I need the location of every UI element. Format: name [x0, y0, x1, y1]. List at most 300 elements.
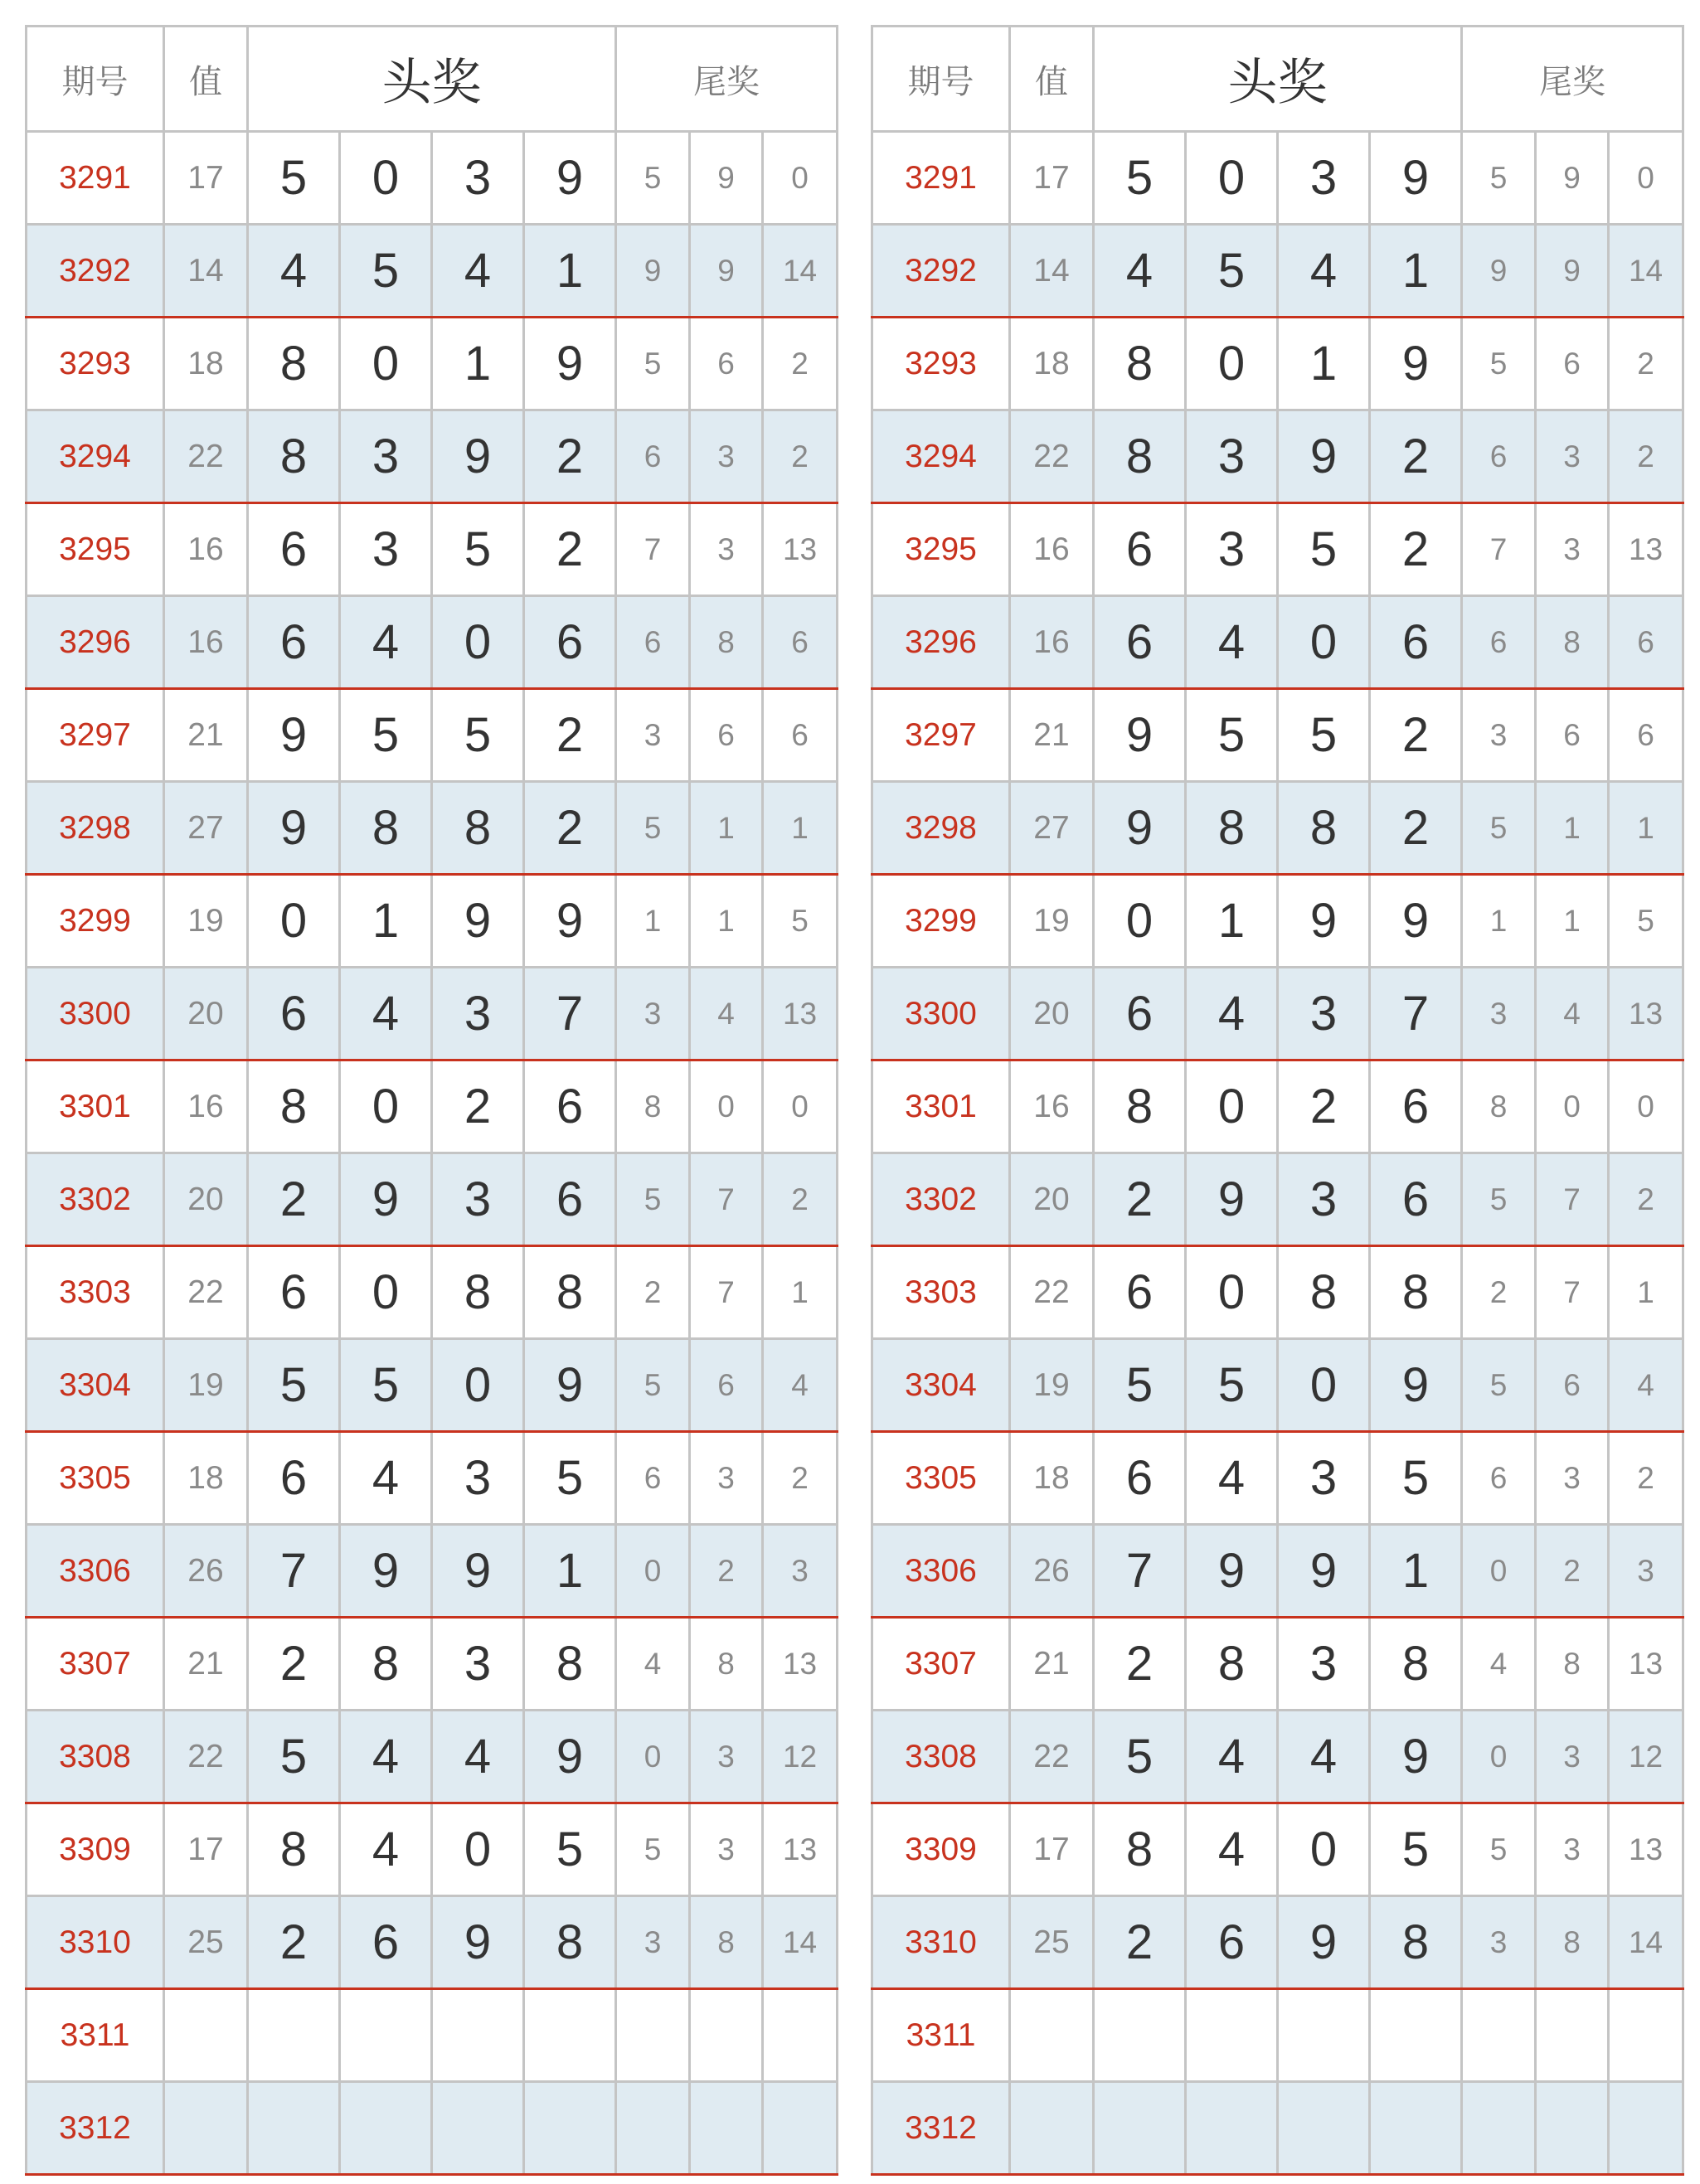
table-row: [27, 1060, 838, 1153]
value-cell: 22: [1010, 1711, 1094, 1803]
head-prize-digit: 5: [248, 1711, 340, 1803]
table-row: [27, 1246, 838, 1339]
head-prize-digit: 6: [524, 596, 616, 689]
tail-prize-digit: 9: [690, 225, 763, 318]
head-prize-digit: 9: [1370, 132, 1462, 225]
tail-prize-digit: 8: [690, 1618, 763, 1711]
tail-prize-digit: [616, 2082, 690, 2175]
head-prize-digit: 9: [1278, 875, 1370, 968]
head-prize-digit: [248, 2082, 340, 2175]
tail-prize-digit: 6: [616, 596, 690, 689]
table-row: [872, 132, 1683, 225]
head-prize-digit: 6: [340, 1896, 432, 1989]
header-tail-prize: 尾奖: [1462, 27, 1683, 132]
value-cell: 19: [1010, 875, 1094, 968]
tail-prize-digit: 8: [690, 1896, 763, 1989]
header-row: [27, 27, 838, 132]
tail-prize-digit: 13: [763, 1803, 838, 1896]
period-cell: 3294: [27, 410, 164, 503]
table-body: [872, 132, 1683, 2175]
period-cell: 3303: [872, 1246, 1010, 1339]
head-prize-digit: 9: [248, 689, 340, 782]
head-prize-digit: 3: [340, 410, 432, 503]
head-prize-digit: 9: [1278, 1525, 1370, 1618]
table-row: [872, 689, 1683, 782]
head-prize-digit: 9: [1370, 1711, 1462, 1803]
table-row: [872, 968, 1683, 1060]
period-cell: 3299: [27, 875, 164, 968]
header-value: 值: [1010, 27, 1094, 132]
head-prize-digit: 5: [1186, 689, 1278, 782]
period-cell: 3303: [27, 1246, 164, 1339]
head-prize-digit: [432, 2082, 524, 2175]
head-prize-digit: 9: [1094, 782, 1186, 875]
tail-prize-digit: 14: [763, 225, 838, 318]
head-prize-digit: 0: [1186, 318, 1278, 410]
table-row: [872, 2082, 1683, 2175]
table-row: [27, 1803, 838, 1896]
head-prize-digit: 8: [1094, 1060, 1186, 1153]
value-cell: 20: [1010, 968, 1094, 1060]
tail-prize-digit: 3: [1536, 1803, 1609, 1896]
head-prize-digit: 6: [248, 1246, 340, 1339]
value-cell: 18: [164, 318, 248, 410]
tail-prize-digit: 13: [763, 1618, 838, 1711]
head-prize-digit: [1278, 1989, 1370, 2082]
value-cell: 16: [1010, 596, 1094, 689]
head-prize-digit: 8: [432, 1246, 524, 1339]
tail-prize-digit: 8: [616, 1060, 690, 1153]
tail-prize-digit: 0: [763, 1060, 838, 1153]
tail-prize-digit: [1462, 1989, 1536, 2082]
tail-prize-digit: 1: [763, 782, 838, 875]
head-prize-digit: 2: [1370, 782, 1462, 875]
tail-prize-digit: 2: [763, 1153, 838, 1246]
period-cell: 3300: [872, 968, 1010, 1060]
head-prize-digit: 9: [432, 1896, 524, 1989]
tail-prize-digit: 5: [616, 132, 690, 225]
value-cell: 26: [1010, 1525, 1094, 1618]
tail-prize-digit: 3: [1536, 1432, 1609, 1525]
head-prize-digit: 9: [432, 410, 524, 503]
tail-prize-digit: 14: [1609, 225, 1683, 318]
period-cell: 3304: [872, 1339, 1010, 1432]
tail-prize-digit: 1: [1536, 875, 1609, 968]
head-prize-digit: 8: [248, 410, 340, 503]
table-row: [872, 1618, 1683, 1711]
table-row: [27, 1618, 838, 1711]
tail-prize-digit: [1536, 2082, 1609, 2175]
value-cell: 27: [1010, 782, 1094, 875]
head-prize-digit: [524, 1989, 616, 2082]
tail-prize-digit: 9: [690, 132, 763, 225]
head-prize-digit: 8: [524, 1246, 616, 1339]
head-prize-digit: 9: [1370, 318, 1462, 410]
tail-prize-digit: [1536, 1989, 1609, 2082]
head-prize-digit: 4: [1094, 225, 1186, 318]
table-row: [872, 1896, 1683, 1989]
head-prize-digit: 2: [1278, 1060, 1370, 1153]
head-prize-digit: 6: [1094, 1432, 1186, 1525]
head-prize-digit: 2: [1370, 689, 1462, 782]
tail-prize-digit: 0: [616, 1711, 690, 1803]
tail-prize-digit: 6: [1462, 410, 1536, 503]
head-prize-digit: 0: [1094, 875, 1186, 968]
tail-prize-digit: 5: [1462, 1339, 1536, 1432]
head-prize-digit: 5: [340, 689, 432, 782]
period-cell: 3295: [27, 503, 164, 596]
period-cell: 3307: [872, 1618, 1010, 1711]
head-prize-digit: 5: [248, 132, 340, 225]
head-prize-digit: 5: [524, 1803, 616, 1896]
value-cell: 21: [1010, 689, 1094, 782]
head-prize-digit: 8: [1094, 1803, 1186, 1896]
tail-prize-digit: 0: [1462, 1711, 1536, 1803]
tail-prize-digit: 4: [690, 968, 763, 1060]
head-prize-digit: 5: [340, 225, 432, 318]
tail-prize-digit: 5: [1462, 1153, 1536, 1246]
tail-prize-digit: 2: [616, 1246, 690, 1339]
table-row: [27, 782, 838, 875]
tail-prize-digit: 5: [1462, 1803, 1536, 1896]
head-prize-digit: 8: [1278, 1246, 1370, 1339]
period-cell: 3294: [872, 410, 1010, 503]
tail-prize-digit: 9: [1536, 225, 1609, 318]
period-cell: 3302: [872, 1153, 1010, 1246]
head-prize-digit: 0: [432, 1339, 524, 1432]
table-row: [872, 1989, 1683, 2082]
head-prize-digit: 6: [524, 1153, 616, 1246]
tail-prize-digit: 0: [690, 1060, 763, 1153]
tail-prize-digit: 2: [1609, 1432, 1683, 1525]
head-prize-digit: 2: [248, 1896, 340, 1989]
tail-prize-digit: 1: [763, 1246, 838, 1339]
head-prize-digit: 5: [1094, 1711, 1186, 1803]
tail-prize-digit: [1609, 2082, 1683, 2175]
head-prize-digit: 4: [432, 1711, 524, 1803]
head-prize-digit: 0: [1186, 132, 1278, 225]
head-prize-digit: 2: [524, 689, 616, 782]
head-prize-digit: 0: [1186, 1246, 1278, 1339]
table-row: [27, 1339, 838, 1432]
head-prize-digit: 8: [340, 782, 432, 875]
head-prize-digit: 9: [248, 782, 340, 875]
value-cell: 20: [1010, 1153, 1094, 1246]
tail-prize-digit: 0: [1462, 1525, 1536, 1618]
header-head-prize: 头奖: [248, 27, 616, 132]
tail-prize-digit: 1: [616, 875, 690, 968]
table-row: [27, 225, 838, 318]
period-cell: 3306: [27, 1525, 164, 1618]
tail-prize-digit: 1: [1609, 782, 1683, 875]
tail-prize-digit: [690, 2082, 763, 2175]
table-row: [27, 1153, 838, 1246]
head-prize-digit: 8: [1186, 782, 1278, 875]
head-prize-digit: 1: [1370, 1525, 1462, 1618]
value-cell: 22: [164, 1246, 248, 1339]
tail-prize-digit: 0: [763, 132, 838, 225]
tail-prize-digit: 12: [763, 1711, 838, 1803]
period-cell: 3305: [872, 1432, 1010, 1525]
value-cell: [164, 2082, 248, 2175]
tail-prize-digit: 1: [1536, 782, 1609, 875]
head-prize-digit: 4: [340, 596, 432, 689]
tail-prize-digit: [1609, 1989, 1683, 2082]
tail-prize-digit: 3: [690, 503, 763, 596]
head-prize-digit: 9: [1278, 1896, 1370, 1989]
tail-prize-digit: 6: [1609, 596, 1683, 689]
header-tail-prize: 尾奖: [616, 27, 838, 132]
period-cell: 3297: [27, 689, 164, 782]
tail-prize-digit: 5: [1462, 318, 1536, 410]
head-prize-digit: 7: [1094, 1525, 1186, 1618]
head-prize-digit: 0: [1278, 1339, 1370, 1432]
tail-prize-digit: 4: [616, 1618, 690, 1711]
head-prize-digit: 5: [1278, 689, 1370, 782]
tail-prize-digit: [763, 1989, 838, 2082]
head-prize-digit: [1094, 1989, 1186, 2082]
tail-prize-digit: 3: [1536, 1711, 1609, 1803]
head-prize-digit: [1186, 2082, 1278, 2175]
head-prize-digit: 0: [1278, 596, 1370, 689]
head-prize-digit: 6: [1186, 1896, 1278, 1989]
tail-prize-digit: [690, 1989, 763, 2082]
period-cell: 3292: [27, 225, 164, 318]
value-cell: 16: [164, 596, 248, 689]
period-cell: 3306: [872, 1525, 1010, 1618]
head-prize-digit: 9: [524, 1711, 616, 1803]
period-cell: 3297: [872, 689, 1010, 782]
period-cell: 3293: [872, 318, 1010, 410]
tail-prize-digit: 3: [1462, 1896, 1536, 1989]
head-prize-digit: 5: [1370, 1803, 1462, 1896]
head-prize-digit: [1186, 1989, 1278, 2082]
head-prize-digit: 9: [1186, 1525, 1278, 1618]
head-prize-digit: 3: [1278, 1618, 1370, 1711]
head-prize-digit: 8: [524, 1896, 616, 1989]
table-row: [872, 1432, 1683, 1525]
tail-prize-digit: 3: [1462, 968, 1536, 1060]
tail-prize-digit: 1: [690, 782, 763, 875]
head-prize-digit: 9: [1370, 875, 1462, 968]
period-cell: 3296: [872, 596, 1010, 689]
table-row: [27, 132, 838, 225]
head-prize-digit: 6: [1370, 1060, 1462, 1153]
tail-prize-digit: 5: [616, 1153, 690, 1246]
tail-prize-digit: 5: [1462, 782, 1536, 875]
period-cell: 3295: [872, 503, 1010, 596]
head-prize-digit: 9: [340, 1153, 432, 1246]
value-cell: 18: [164, 1432, 248, 1525]
tail-prize-digit: 8: [1536, 1896, 1609, 1989]
period-cell: 3307: [27, 1618, 164, 1711]
tail-prize-digit: 2: [1536, 1525, 1609, 1618]
tail-prize-digit: 14: [1609, 1896, 1683, 1989]
head-prize-digit: 3: [432, 1432, 524, 1525]
value-cell: [164, 1989, 248, 2082]
tail-prize-digit: 7: [1536, 1153, 1609, 1246]
tail-prize-digit: 3: [1536, 410, 1609, 503]
head-prize-digit: 9: [432, 1525, 524, 1618]
value-cell: 22: [164, 1711, 248, 1803]
head-prize-digit: 1: [524, 1525, 616, 1618]
tail-prize-digit: 6: [763, 689, 838, 782]
head-prize-digit: [248, 1989, 340, 2082]
head-prize-digit: 5: [1094, 1339, 1186, 1432]
tail-prize-digit: 13: [763, 968, 838, 1060]
head-prize-digit: 4: [1186, 596, 1278, 689]
tail-prize-digit: 5: [616, 1339, 690, 1432]
head-prize-digit: 7: [524, 968, 616, 1060]
table-row: [872, 1339, 1683, 1432]
head-prize-digit: 9: [1370, 1339, 1462, 1432]
head-prize-digit: 5: [1370, 1432, 1462, 1525]
tail-prize-digit: 6: [1536, 1339, 1609, 1432]
table-row: [27, 875, 838, 968]
table-row: [27, 2082, 838, 2175]
tail-prize-digit: 3: [1609, 1525, 1683, 1618]
value-cell: 21: [164, 689, 248, 782]
value-cell: 18: [1010, 318, 1094, 410]
tail-prize-digit: 2: [763, 318, 838, 410]
value-cell: 17: [164, 1803, 248, 1896]
tail-prize-digit: 0: [616, 1525, 690, 1618]
head-prize-digit: 5: [432, 689, 524, 782]
header-value: 值: [164, 27, 248, 132]
head-prize-digit: 5: [432, 503, 524, 596]
period-cell: 3308: [872, 1711, 1010, 1803]
period-cell: 3309: [872, 1803, 1010, 1896]
value-cell: 14: [1010, 225, 1094, 318]
table-row: [872, 410, 1683, 503]
head-prize-digit: 3: [432, 132, 524, 225]
table-row: [27, 503, 838, 596]
tail-prize-digit: 8: [690, 596, 763, 689]
tail-prize-digit: 2: [1609, 318, 1683, 410]
tail-prize-digit: 3: [1462, 689, 1536, 782]
tail-prize-digit: 6: [1609, 689, 1683, 782]
tail-prize-digit: 9: [1462, 225, 1536, 318]
value-cell: 22: [1010, 1246, 1094, 1339]
head-prize-digit: 4: [340, 1803, 432, 1896]
tail-prize-digit: 8: [1536, 1618, 1609, 1711]
value-cell: 22: [164, 410, 248, 503]
value-cell: 20: [164, 1153, 248, 1246]
head-prize-digit: 1: [1278, 318, 1370, 410]
tail-prize-digit: 2: [1609, 1153, 1683, 1246]
head-prize-digit: 8: [432, 782, 524, 875]
table-body: [27, 132, 838, 2175]
head-prize-digit: 6: [1094, 596, 1186, 689]
tail-prize-digit: 4: [1462, 1618, 1536, 1711]
head-prize-digit: 4: [1186, 1432, 1278, 1525]
head-prize-digit: 5: [1278, 503, 1370, 596]
period-cell: 3299: [872, 875, 1010, 968]
value-cell: 19: [164, 875, 248, 968]
tail-prize-digit: 14: [763, 1896, 838, 1989]
table-row: [27, 968, 838, 1060]
tail-prize-digit: 2: [1609, 410, 1683, 503]
head-prize-digit: 2: [1094, 1153, 1186, 1246]
tail-prize-digit: 5: [1609, 875, 1683, 968]
tail-prize-digit: 7: [690, 1153, 763, 1246]
tail-prize-digit: [1462, 2082, 1536, 2175]
head-prize-digit: 6: [1094, 503, 1186, 596]
table-row: [872, 1060, 1683, 1153]
head-prize-digit: 6: [248, 968, 340, 1060]
table-row: [872, 503, 1683, 596]
head-prize-digit: 4: [1186, 1803, 1278, 1896]
head-prize-digit: 4: [1186, 1711, 1278, 1803]
tail-prize-digit: 13: [1609, 503, 1683, 596]
head-prize-digit: [340, 1989, 432, 2082]
value-cell: 22: [1010, 410, 1094, 503]
header-head-prize: 头奖: [1094, 27, 1462, 132]
head-prize-digit: 4: [1278, 225, 1370, 318]
table-row: [872, 875, 1683, 968]
table-row: [27, 1525, 838, 1618]
lottery-table-right: [871, 25, 1684, 2176]
value-cell: 16: [1010, 503, 1094, 596]
period-cell: 3311: [872, 1989, 1010, 2082]
tail-prize-digit: 5: [616, 318, 690, 410]
tail-prize-digit: 0: [1609, 132, 1683, 225]
period-cell: 3298: [27, 782, 164, 875]
head-prize-digit: 4: [248, 225, 340, 318]
value-cell: 16: [1010, 1060, 1094, 1153]
period-cell: 3300: [27, 968, 164, 1060]
period-cell: 3304: [27, 1339, 164, 1432]
head-prize-digit: 4: [432, 225, 524, 318]
head-prize-digit: 1: [1370, 225, 1462, 318]
tail-prize-digit: 1: [690, 875, 763, 968]
tail-prize-digit: 5: [763, 875, 838, 968]
head-prize-digit: 9: [524, 132, 616, 225]
tail-prize-digit: 2: [763, 410, 838, 503]
head-prize-digit: 6: [1094, 1246, 1186, 1339]
table-row: [872, 1711, 1683, 1803]
head-prize-digit: 1: [1186, 875, 1278, 968]
table-row: [27, 1896, 838, 1989]
head-prize-digit: 9: [1186, 1153, 1278, 1246]
tail-prize-digit: 1: [1609, 1246, 1683, 1339]
tail-prize-digit: 6: [690, 1339, 763, 1432]
head-prize-digit: 2: [1094, 1896, 1186, 1989]
head-prize-digit: 9: [1278, 410, 1370, 503]
value-cell: 27: [164, 782, 248, 875]
tail-prize-digit: 7: [616, 503, 690, 596]
tail-prize-digit: 3: [616, 968, 690, 1060]
head-prize-digit: 0: [340, 132, 432, 225]
tail-prize-digit: 4: [1536, 968, 1609, 1060]
head-prize-digit: 4: [1278, 1711, 1370, 1803]
head-prize-digit: [432, 1989, 524, 2082]
table-row: [27, 1432, 838, 1525]
head-prize-digit: 0: [432, 596, 524, 689]
tail-prize-digit: 9: [616, 225, 690, 318]
head-prize-digit: 6: [524, 1060, 616, 1153]
head-prize-digit: 5: [1186, 225, 1278, 318]
head-prize-digit: 1: [432, 318, 524, 410]
value-cell: 16: [164, 503, 248, 596]
tail-prize-digit: 9: [1536, 132, 1609, 225]
period-cell: 3293: [27, 318, 164, 410]
table-row: [27, 1989, 838, 2082]
head-prize-digit: [1278, 2082, 1370, 2175]
period-cell: 3296: [27, 596, 164, 689]
value-cell: 16: [164, 1060, 248, 1153]
head-prize-digit: 3: [1186, 503, 1278, 596]
